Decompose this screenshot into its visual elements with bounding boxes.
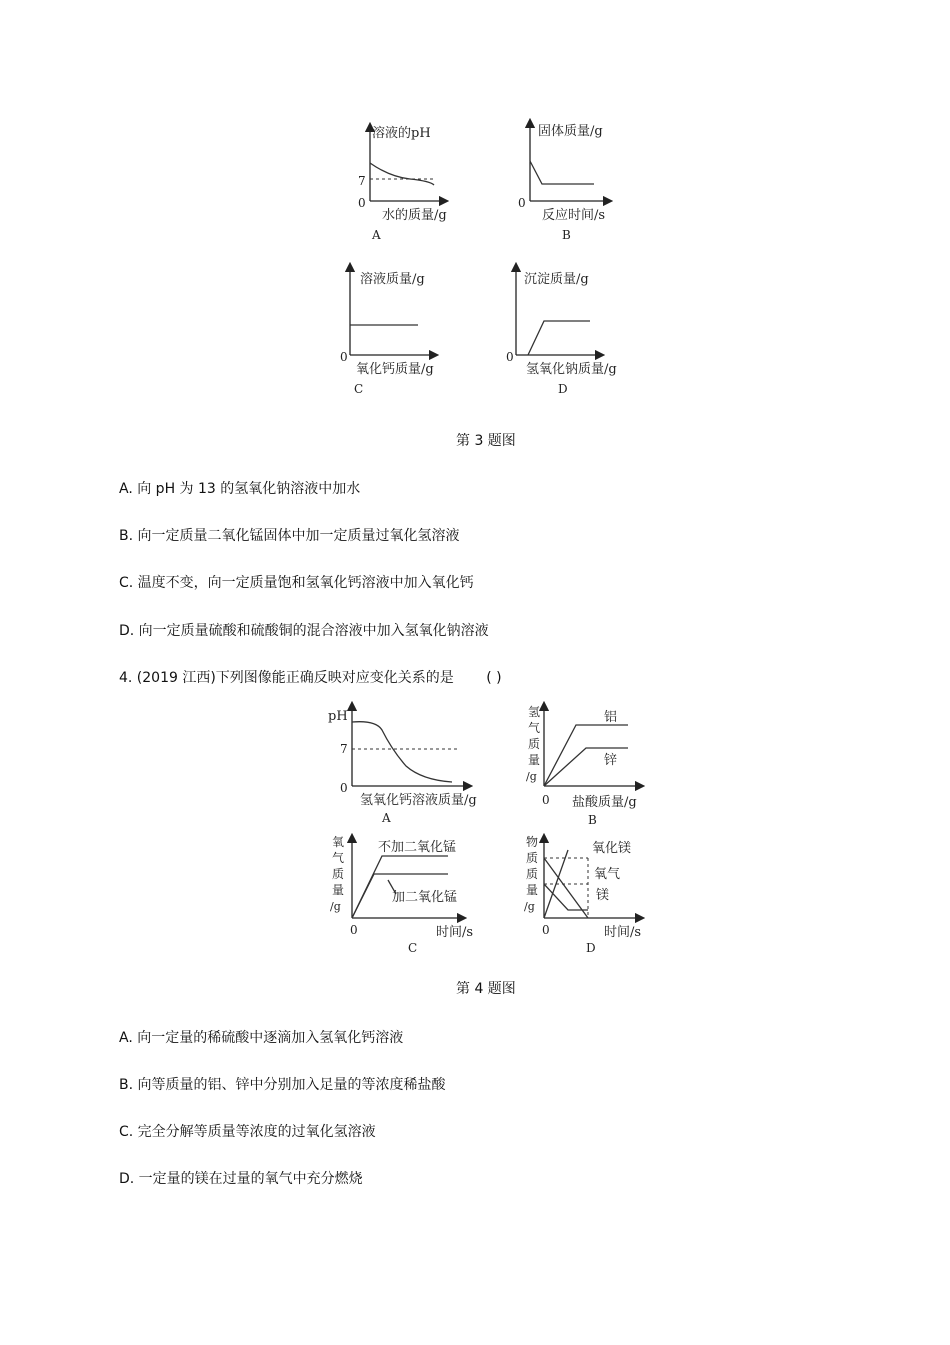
y-axis-label-3: 质	[528, 737, 541, 751]
x-axis-label: 水的质量/g	[382, 208, 447, 223]
q3-option-a: A. 向 pH 为 13 的氢氧化钠溶液中加水	[119, 481, 361, 497]
mg-label: 镁	[596, 888, 610, 903]
y-axis-label-4: 量	[526, 883, 539, 897]
x-axis-label: 盐酸质量/g	[572, 795, 637, 810]
graph-label: A	[372, 228, 381, 242]
q3-graph-d	[506, 267, 617, 396]
q3-option-c: C. 温度不变，向一定质量饱和氢氧化钙溶液中加入氧化钙	[119, 575, 474, 591]
q4-option-d: D. 一定量的镁在过量的氧气中充分燃烧	[119, 1171, 363, 1187]
precipitate-line	[528, 321, 590, 355]
q4-graph-d	[524, 834, 641, 955]
q3-option-d: D. 向一定质量硫酸和硫酸铜的混合溶液中加入氢氧化钠溶液	[119, 623, 489, 639]
q3-graph-a	[358, 125, 447, 242]
graph-label: C	[408, 941, 418, 955]
q4-graph-a	[328, 706, 477, 825]
y-axis-label: 固体质量/g	[538, 124, 603, 139]
q3-graph-c	[340, 267, 434, 396]
ph-curve	[352, 722, 452, 782]
y-axis-label-1: 氧	[332, 835, 345, 849]
origin-label: 0	[506, 350, 514, 364]
y-axis-label-1: 物	[526, 835, 539, 849]
graph-label: C	[354, 382, 364, 396]
y-axis-label-4: 量	[528, 753, 541, 767]
x-axis-label: 时间/s	[436, 925, 474, 940]
y-axis-label: 沉淀质量/g	[524, 272, 589, 287]
origin-label: 0	[542, 793, 550, 807]
y-axis-label-4: 量	[332, 883, 345, 897]
x-axis-label: 时间/s	[604, 925, 642, 940]
y-axis-label-3: 质	[332, 867, 345, 881]
graph-label: D	[558, 382, 568, 396]
aluminum-label: 铝	[604, 710, 618, 725]
graph-label: B	[588, 813, 597, 827]
y-axis-label: 溶液质量/g	[360, 272, 425, 287]
q4-option-b: B. 向等质量的铝、锌中分别加入足量的等浓度稀盐酸	[119, 1077, 446, 1093]
origin-label: 0	[340, 781, 348, 795]
q4-graph-b	[526, 705, 640, 827]
y-axis-label-5: /g	[526, 770, 537, 783]
catalyst-label: 加二氧化锰	[392, 890, 458, 905]
q4-answer-bracket: ( )	[486, 670, 502, 686]
no-catalyst-label: 不加二氧化锰	[378, 840, 457, 855]
q3-figure	[330, 115, 660, 400]
mgo-label: 氧化镁	[592, 841, 632, 856]
zinc-label: 锌	[604, 753, 618, 768]
q4-stem-text: 4. (2019 江西)下列图像能正确反映对应变化关系的是	[119, 670, 454, 686]
y-axis-label-5: /g	[330, 900, 341, 913]
oxygen-label: 氧气	[594, 867, 621, 882]
q4-caption: 第 4 题图	[456, 981, 516, 997]
y-axis-label-2: 气	[332, 851, 345, 865]
q4-option-a: A. 向一定量的稀硫酸中逐滴加入氢氧化钙溶液	[119, 1030, 404, 1046]
y-axis-label-5: /g	[524, 900, 535, 913]
q3-caption: 第 3 题图	[456, 433, 516, 449]
y-axis-label: 溶液的pH	[372, 126, 431, 141]
y-axis-label: pH	[328, 709, 348, 724]
y-axis-label-2: 气	[528, 721, 541, 735]
graph-label: D	[586, 941, 596, 955]
tick-7: 7	[340, 742, 348, 756]
q4-option-c: C. 完全分解等质量等浓度的过氧化氢溶液	[119, 1124, 376, 1140]
origin-label: 0	[358, 196, 366, 210]
x-axis-label: 氧化钙质量/g	[356, 362, 434, 377]
x-axis-label: 氢氧化钙溶液质量/g	[360, 793, 477, 808]
q4-graph-c	[330, 835, 473, 955]
origin-label: 0	[518, 196, 526, 210]
y-axis-label-3: 质	[526, 867, 539, 881]
graph-label: B	[562, 228, 571, 242]
origin-label: 0	[340, 350, 348, 364]
y-axis-label-1: 氢	[528, 705, 541, 719]
ph-curve	[370, 163, 434, 185]
origin-label: 0	[350, 923, 358, 937]
q4-figure	[322, 700, 662, 956]
x-axis-label: 氢氧化钠质量/g	[526, 362, 617, 377]
mg-line	[544, 858, 588, 918]
solid-mass-line	[530, 161, 594, 184]
q3-graph-b	[518, 123, 608, 242]
x-axis-label: 反应时间/s	[542, 208, 606, 223]
tick-7: 7	[358, 174, 366, 188]
graph-label: A	[382, 811, 391, 825]
y-axis-label-2: 质	[526, 851, 539, 865]
no-catalyst-line	[352, 856, 448, 918]
q4-stem	[119, 667, 502, 687]
origin-label: 0	[542, 923, 550, 937]
q3-option-b: B. 向一定质量二氧化锰固体中加一定质量过氧化氢溶液	[119, 528, 460, 544]
